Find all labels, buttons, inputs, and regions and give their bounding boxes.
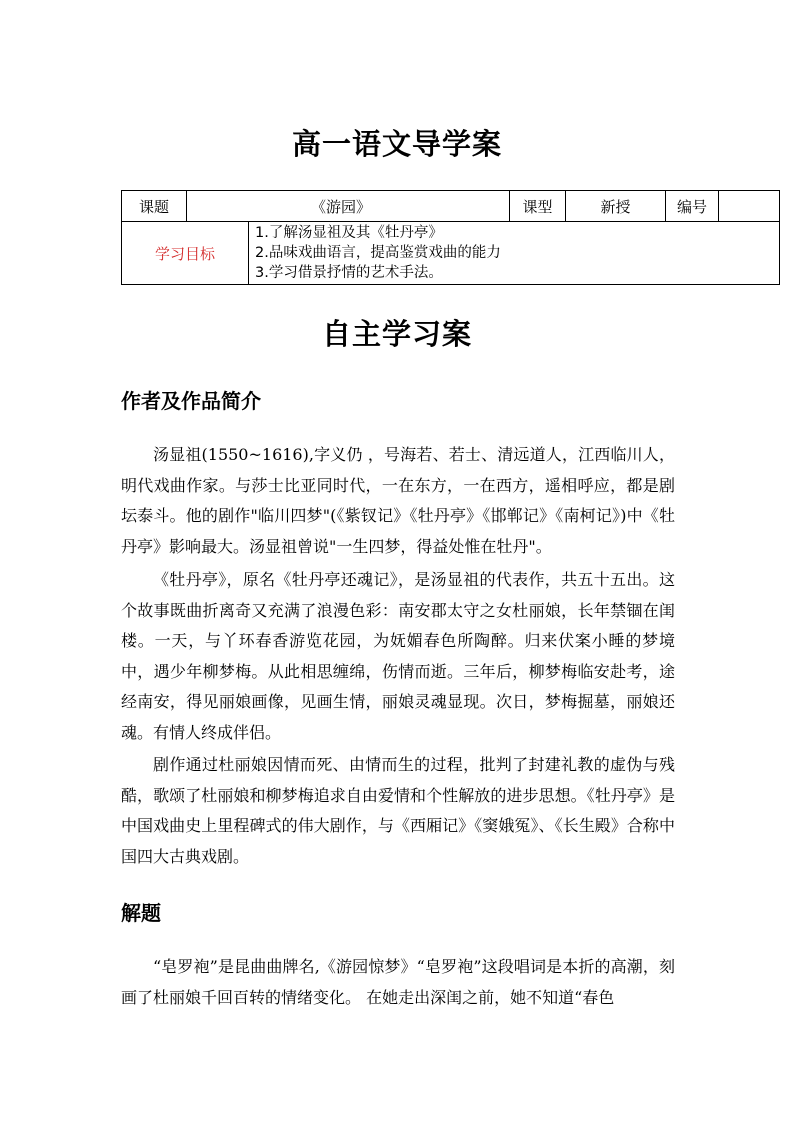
number-label: 编号 bbox=[666, 191, 719, 222]
paragraph: 《牡丹亭》，原名《牡丹亭还魂记》，是汤显祖的代表作，共五十五出。这个故事既曲折离奇又充满了浪漫色彩：南安郡太守之女杜丽娘，长年禁锢在闺楼。一天，与丫环春香游览花园，为妩媚春色所陶醉。归来伏案小睡的梦境中，遇少年柳梦梅。从此相思缠绵，伤情而逝。三年后，柳梦梅临安赴考，途经南安，得见丽娘画像，见画生情，丽娘灵魂显现。次日，梦梅掘墓，丽娘还魂。有情人终成伴侣。 bbox=[121, 570, 675, 742]
type-label: 课型 bbox=[510, 191, 566, 222]
learning-goal-label: 学习目标 bbox=[122, 222, 249, 285]
paragraph: “皂罗袍”是昆曲曲牌名,《游园惊梦》“皂罗袍”这段唱词是本折的高潮，刻画了杜丽娘千回百转的情绪变化。 在她走出深闺之前，她不知道“春色 bbox=[121, 957, 675, 1007]
page-title: 高一语文导学案 bbox=[291, 127, 502, 161]
topic-label: 课题 bbox=[122, 191, 187, 222]
goal-item: 2.品味戏曲语言，提高鉴赏戏曲的能力 bbox=[255, 245, 501, 261]
section-title: 自主学习案 bbox=[321, 317, 472, 351]
number-value bbox=[719, 191, 780, 222]
lesson-info-table bbox=[121, 190, 780, 285]
learning-goal-list bbox=[249, 222, 780, 285]
topic-value: 《游园》 bbox=[187, 191, 510, 222]
type-value: 新授 bbox=[566, 191, 666, 222]
table-row bbox=[122, 191, 780, 222]
paragraph: 剧作通过杜丽娘因情而死、由情而生的过程，批判了封建礼教的虚伪与残酷，歌颂了杜丽娘和柳梦梅追求自由爱情和个性解放的进步思想。《牡丹亭》是中国戏曲史上里程碑式的伟大剧作，与《西厢记》《窦娥冤》、《长生殿》合称中国四大古典戏剧。 bbox=[121, 755, 675, 866]
author-heading: 作者及作品简介 bbox=[121, 389, 261, 413]
jieti-heading: 解题 bbox=[121, 901, 161, 925]
goal-item: 3.学习借景抒情的艺术手法。 bbox=[255, 265, 443, 281]
paragraph: 汤显祖(1550~1616),字义仍 ，号海若、若士、清远道人，江西临川人，明代戏曲作家。与莎士比亚同时代，一在东方，一在西方，遥相呼应，都是剧坛泰斗。他的剧作"临川四梦"(《紫钗记》《牡丹亭》《邯郸记》《南柯记》)中《牡丹亭》影响最大。汤显祖曾说"一生四梦，得益处惟在牡丹"。 bbox=[121, 445, 675, 556]
table-row bbox=[122, 222, 780, 285]
goal-item: 1.了解汤显祖及其《牡丹亭》 bbox=[255, 225, 443, 241]
